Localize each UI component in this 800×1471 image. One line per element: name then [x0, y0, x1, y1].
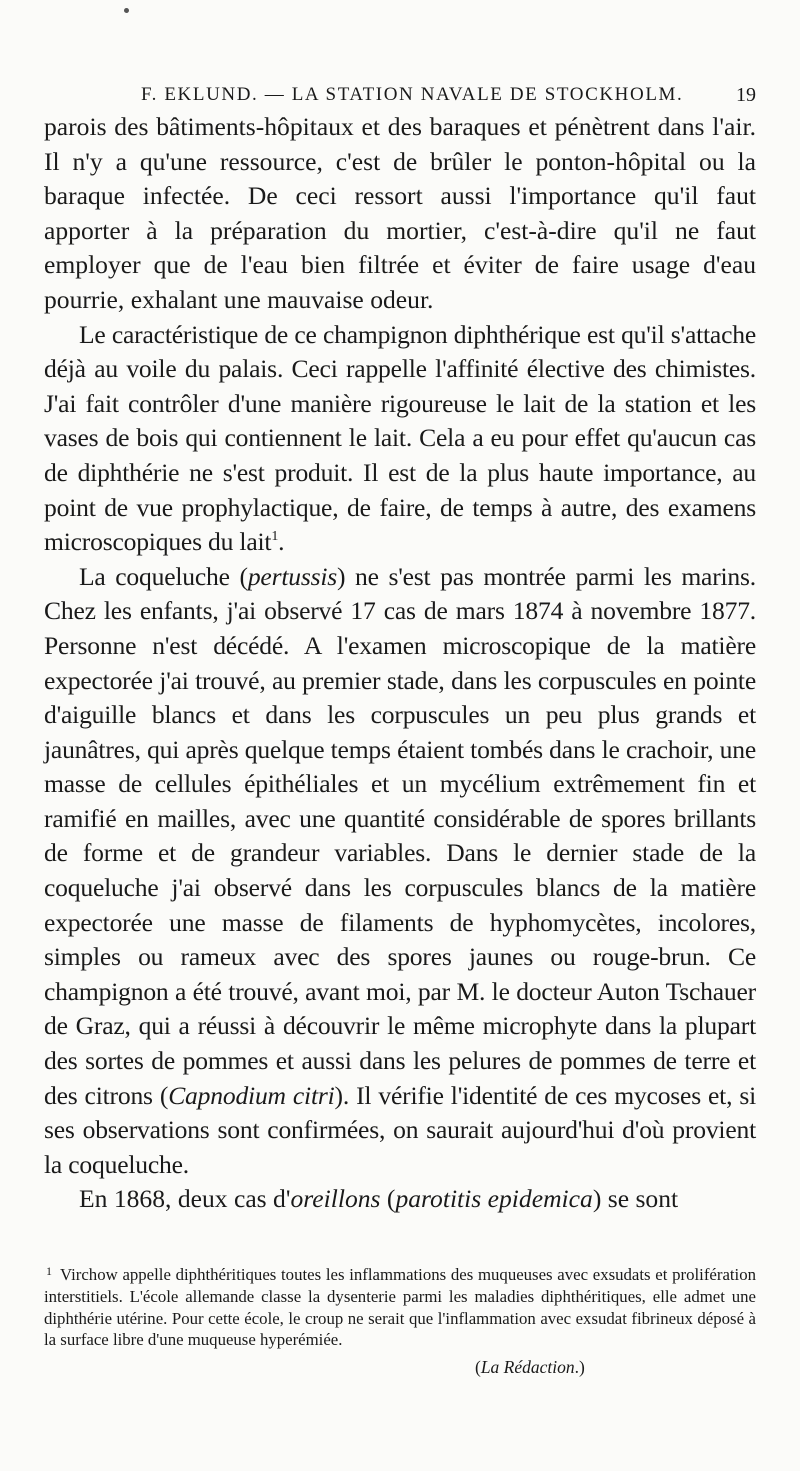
paragraph-2-end: . — [278, 527, 285, 557]
term-oreillons: oreillons — [290, 1184, 381, 1214]
footnote-signature — [475, 1357, 756, 1378]
running-head — [44, 70, 756, 110]
footnote-mark: 1 — [46, 1264, 52, 1278]
paragraph-4-part-a: En 1868, deux cas d' — [79, 1184, 291, 1214]
paragraph-3-part-a: La coqueluche ( — [79, 561, 248, 591]
signature-open: ( — [475, 1357, 481, 1378]
paragraph-3-part-c: ) ne s'est pas montrée parmi les marins. Chez les enfants, j'ai observé 17 cas de mars 1874 à novembre 1877. Personne n'est décédé. A l'examen microscopique de la matière expectorée j'ai trouvé, au premier stade, dans les corpuscules en pointe d'aiguille blancs et dans les corpuscules un peu plus grands et jaunâtres, qui après quelque temps étaient tombés dans le crachoir, une masse de cellules épithéliales et un mycélium extrêmement fin et ramifié en mailles, avec une quantité considérable de spores brillants de forme et de grandeur variables. Dans le dernier stade de la coqueluche j'ai observé dans les corpuscules blancs de la matière expectorée une masse de filaments de hyphomycètes, incolores, simples ou rameux avec des spores jaunes ou rouge-brun. Ce champignon a été trouvé, avant moi, par M. le docteur Auton Tschauer de Graz, qui a réussi à découvrir le même microphyte dans la plupart des sortes de pommes et aussi dans les pelures de pommes de terre et des citrons ( — [44, 561, 756, 1110]
paragraph-3-part-e: ). Il vérifie l'identité de ces mycoses et, si ses observations sont confirmées, on saurait aujourd'hui d'où provient la coqueluche. — [44, 1080, 756, 1179]
page — [44, 70, 756, 1378]
paragraph-3 — [44, 560, 756, 1183]
running-head-title: F. EKLUND. — LA STATION NAVALE DE STOCKHOLM. — [141, 84, 684, 105]
paragraph-2-text: Le caractéristique de ce champignon diphthérique est qu'il s'attache déjà au voile du palais. Ceci rappelle l'affinité élective des chimistes. J'ai fait contrôler d'une manière rigoureuse le lait de la station et les vases de bois qui contiennent le lait. Cela a eu pour effet qu'aucun cas de diphthérie ne s'est produit. Il est de la plus haute importance, au point de vue prophylactique, de faire, de temps à autre, des examens microscopiques du lait — [44, 319, 756, 557]
term-parotitis-epidemica: parotitis epidemica — [395, 1184, 593, 1214]
signature-close: .) — [574, 1357, 585, 1378]
paragraph-1: parois des bâtiments-hôpitaux et des baraques et pénètrent dans l'air. Il n'y a qu'une ressource, c'est de brûler le ponton-hôpital ou la baraque infectée. De ceci ressort aussi l'importance qu'il faut apporter à la préparation du mortier, c'est-à-dire qu'il ne faut employer que de l'eau bien filtrée et éviter de faire usage d'eau pourrie, exhalant une mauvaise odeur. — [44, 112, 756, 314]
term-pertussis: pertussis — [247, 561, 338, 591]
signature-text: La Rédaction — [480, 1357, 575, 1378]
paragraph-4 — [44, 1182, 756, 1217]
paragraph-4-part-e: ) se sont — [592, 1184, 679, 1214]
body-text — [44, 110, 756, 1217]
footnote-reference: 1 — [271, 529, 279, 545]
stray-ink-dot — [124, 8, 129, 13]
paragraph-2 — [44, 318, 756, 560]
term-capnodium-citri: Capnodium citri — [168, 1080, 335, 1110]
footnote-text-block — [44, 1261, 756, 1351]
footnote-text: Virchow appelle diphthéritiques toutes les inflammations des muqueuses avec exsudats et prolifération interstitiels. L'école allemande classe la dysenterie parmi les maladies diphthéritiques, elle admet une diphthérie utérine. Pour cette école, le croup ne serait que l'inflammation avec exsudat fibrineux déposé à la surface libre d'une muqueuse hyperémiée. — [44, 1265, 756, 1350]
page-number: 19 — [736, 84, 756, 106]
footnote — [44, 1261, 756, 1351]
paragraph-4-part-c: ( — [380, 1184, 396, 1214]
